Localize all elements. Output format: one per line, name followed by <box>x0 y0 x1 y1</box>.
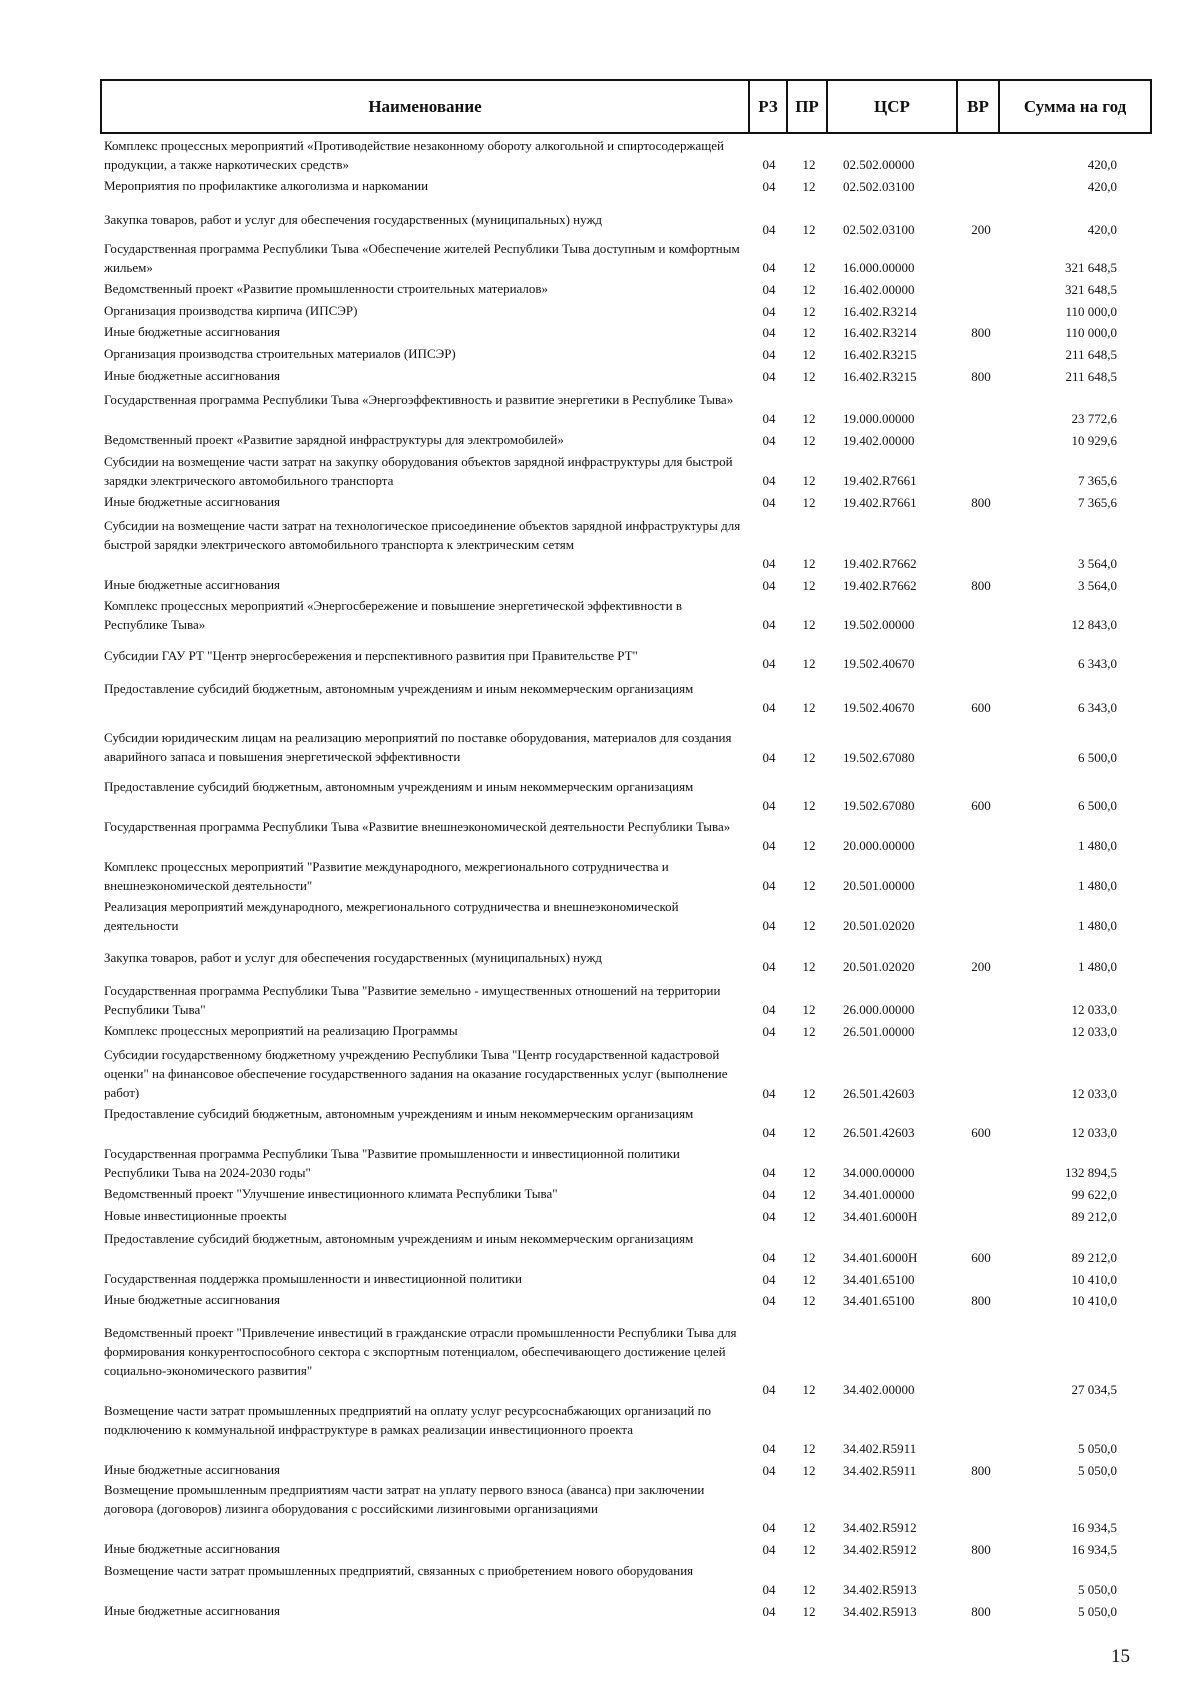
row-pr: 12 <box>802 1462 816 1478</box>
row-pr: 12 <box>802 1249 816 1265</box>
row-name: Закупка товаров, работ и услуг для обеспечения государственных (муниципальных) нужд <box>104 212 603 227</box>
row-rz: 04 <box>762 1541 776 1557</box>
row-name: Ведомственный проект «Развитие зарядной инфраструктуры для электромобилей» <box>104 432 564 447</box>
row-rz: 04 <box>762 346 776 362</box>
row-name: Субсидии государственному бюджетному учреждению Республики Тыва "Центр государственной кадастровой оценки" на финансовое обеспечение государственного задания на оказание государственных услуг (выполнение работ) <box>104 1047 728 1101</box>
row-sum: 12 033,0 <box>1071 1001 1117 1017</box>
row-csr: 16.402.R3215 <box>843 368 917 384</box>
row-sum: 132 894,5 <box>1065 1164 1117 1180</box>
row-name: Организация производства строительных материалов (ИПСЭР) <box>104 346 456 361</box>
row-vr: 600 <box>971 797 991 813</box>
row-rz: 04 <box>762 749 776 765</box>
row-rz: 04 <box>762 324 776 340</box>
row-csr: 34.402.R5913 <box>843 1603 917 1619</box>
header-pr: ПР <box>788 81 828 132</box>
row-name: Возмещение промышленным предприятиям части затрат на уплату первого взноса (аванса) при заключении договора (договоров) лизинга оборудования с российскими лизинговыми организациями <box>104 1482 705 1517</box>
row-sum: 1 480,0 <box>1078 837 1117 853</box>
row-pr: 12 <box>802 1208 816 1224</box>
row-vr: 800 <box>971 577 991 593</box>
row-csr: 20.000.00000 <box>843 837 915 853</box>
row-sum: 99 622,0 <box>1071 1186 1117 1202</box>
row-csr: 16.402.R3214 <box>843 324 917 340</box>
row-csr: 20.501.02020 <box>843 917 915 933</box>
table-row <box>0 1206 1200 1226</box>
row-name: Субсидии ГАУ РТ "Центр энергосбережения и перспективного развития при Правительстве РТ" <box>104 648 638 663</box>
row-csr: 02.502.03100 <box>843 221 915 237</box>
row-sum: 10 410,0 <box>1071 1292 1117 1308</box>
row-csr: 19.402.R7662 <box>843 577 917 593</box>
table-row <box>0 344 1200 364</box>
row-name: Новые инвестиционные проекты <box>104 1208 287 1223</box>
row-rz: 04 <box>762 494 776 510</box>
table-row <box>0 817 1200 855</box>
row-vr: 200 <box>971 221 991 237</box>
row-vr: 600 <box>971 1124 991 1140</box>
table-row <box>0 1104 1200 1142</box>
table-row <box>0 1601 1200 1621</box>
row-name: Предоставление субсидий бюджетным, автономным учреждениям и иным некоммерческим организациям <box>104 681 694 696</box>
row-sum: 7 365,6 <box>1078 472 1117 488</box>
row-csr: 34.401.00000 <box>843 1186 915 1202</box>
row-sum: 420,0 <box>1087 156 1117 172</box>
row-pr: 12 <box>802 577 816 593</box>
row-pr: 12 <box>802 1023 816 1039</box>
table-row <box>0 1460 1200 1480</box>
row-name: Иные бюджетные ассигнования <box>104 368 281 383</box>
row-rz: 04 <box>762 1085 776 1101</box>
row-pr: 12 <box>802 1541 816 1557</box>
table-row <box>0 1144 1200 1182</box>
row-csr: 26.000.00000 <box>843 1001 915 1017</box>
page-number: 15 <box>1111 1646 1130 1667</box>
row-csr: 26.501.00000 <box>843 1023 915 1039</box>
row-csr: 16.000.00000 <box>843 259 915 275</box>
row-pr: 12 <box>802 221 816 237</box>
row-name: Иные бюджетные ассигнования <box>104 1292 281 1307</box>
row-pr: 12 <box>802 1271 816 1287</box>
row-rz: 04 <box>762 1292 776 1308</box>
table-row <box>0 596 1200 634</box>
row-csr: 19.000.00000 <box>843 410 915 426</box>
row-name: Комплекс процессных мероприятий на реализацию Программы <box>104 1023 458 1038</box>
row-rz: 04 <box>762 1249 776 1265</box>
row-csr: 34.402.R5912 <box>843 1519 917 1535</box>
row-sum: 12 843,0 <box>1071 616 1117 632</box>
row-rz: 04 <box>762 178 776 194</box>
table-row <box>0 390 1200 428</box>
row-pr: 12 <box>802 178 816 194</box>
table-row <box>0 136 1200 174</box>
row-vr: 800 <box>971 1603 991 1619</box>
row-rz: 04 <box>762 1440 776 1456</box>
row-name: Возмещение части затрат промышленных предприятий на оплату услуг ресурсоснабжающих организаций по подключению к коммунальной инфраструктуре в рамках реализации инвестиционного проекта <box>104 1403 712 1438</box>
row-sum: 1 480,0 <box>1078 877 1117 893</box>
row-sum: 27 034,5 <box>1071 1381 1117 1397</box>
row-pr: 12 <box>802 555 816 571</box>
table-row <box>0 646 1200 673</box>
row-pr: 12 <box>802 1381 816 1397</box>
row-pr: 12 <box>802 346 816 362</box>
row-csr: 34.401.65100 <box>843 1271 915 1287</box>
row-csr: 19.502.40670 <box>843 699 915 715</box>
row-rz: 04 <box>762 1124 776 1140</box>
row-sum: 6 500,0 <box>1078 797 1117 813</box>
row-vr: 800 <box>971 324 991 340</box>
row-vr: 800 <box>971 494 991 510</box>
row-name: Государственная поддержка промышленности и инвестиционной политики <box>104 1271 522 1286</box>
row-name: Комплекс процессных мероприятий «Противодействие незаконному обороту алкогольной и спиртосодержащей продукции, а также наркотических средств» <box>104 138 724 173</box>
row-sum: 12 033,0 <box>1071 1085 1117 1101</box>
row-pr: 12 <box>802 699 816 715</box>
row-sum: 1 480,0 <box>1078 958 1117 974</box>
row-csr: 19.502.00000 <box>843 616 915 632</box>
row-csr: 26.501.42603 <box>843 1124 915 1140</box>
row-vr: 600 <box>971 699 991 715</box>
table-row <box>0 1269 1200 1289</box>
row-rz: 04 <box>762 281 776 297</box>
row-csr: 19.502.67080 <box>843 797 915 813</box>
row-name: Субсидии на возмещение части затрат на технологическое присоединение объектов зарядной инфраструктуры для быстрой зарядки электрического автомобильного транспорта к электрическим сетям <box>104 518 741 553</box>
row-sum: 12 033,0 <box>1071 1124 1117 1140</box>
table-row <box>0 516 1200 573</box>
row-pr: 12 <box>802 324 816 340</box>
row-csr: 20.501.00000 <box>843 877 915 893</box>
row-name: Субсидии юридическим лицам на реализацию мероприятий по поставке оборудования, материалов для создания аварийного запаса и повышения энергетической эффективности <box>104 730 732 765</box>
row-sum: 16 934,5 <box>1071 1519 1117 1535</box>
row-rz: 04 <box>762 472 776 488</box>
row-pr: 12 <box>802 368 816 384</box>
row-name: Предоставление субсидий бюджетным, автономным учреждениям и иным некоммерческим организациям <box>104 779 694 794</box>
row-name: Возмещение части затрат промышленных предприятий, связанных с приобретением нового оборудования <box>104 1563 694 1578</box>
row-name: Комплекс процессных мероприятий "Развитие международного, межрегионального сотрудничества и внешнеэкономической деятельности" <box>104 859 669 894</box>
row-name: Государственная программа Республики Тыва «Развитие внешнеэкономической деятельности Республики Тыва» <box>104 819 731 834</box>
row-sum: 321 648,5 <box>1065 259 1117 275</box>
row-name: Ведомственный проект «Развитие промышленности строительных материалов» <box>104 281 549 296</box>
row-sum: 420,0 <box>1087 178 1117 194</box>
row-vr: 800 <box>971 1462 991 1478</box>
table-row <box>0 1539 1200 1559</box>
header-csr: ЦСР <box>828 81 958 132</box>
table-row <box>0 366 1200 386</box>
row-pr: 12 <box>802 281 816 297</box>
table-row <box>0 210 1200 239</box>
row-sum: 110 000,0 <box>1065 324 1117 340</box>
header-rz: РЗ <box>750 81 788 132</box>
row-rz: 04 <box>762 1001 776 1017</box>
table-row <box>0 575 1200 595</box>
row-rz: 04 <box>762 1164 776 1180</box>
row-pr: 12 <box>802 1001 816 1017</box>
table-row <box>0 176 1200 196</box>
row-sum: 6 343,0 <box>1078 655 1117 671</box>
row-pr: 12 <box>802 494 816 510</box>
row-rz: 04 <box>762 797 776 813</box>
row-sum: 321 648,5 <box>1065 281 1117 297</box>
row-rz: 04 <box>762 368 776 384</box>
table-row <box>0 1229 1200 1267</box>
table-row <box>0 279 1200 299</box>
row-name: Предоставление субсидий бюджетным, автономным учреждениям и иным некоммерческим организациям <box>104 1106 694 1121</box>
header-sum: Сумма на год <box>1023 96 1127 116</box>
row-rz: 04 <box>762 837 776 853</box>
row-rz: 04 <box>762 259 776 275</box>
row-rz: 04 <box>762 1208 776 1224</box>
table-row <box>0 1480 1200 1537</box>
row-csr: 19.402.R7661 <box>843 472 917 488</box>
row-vr: 600 <box>971 1249 991 1265</box>
row-rz: 04 <box>762 410 776 426</box>
row-vr: 800 <box>971 368 991 384</box>
row-rz: 04 <box>762 221 776 237</box>
row-sum: 6 500,0 <box>1078 749 1117 765</box>
row-name: Ведомственный проект "Улучшение инвестиционного климата Республики Тыва" <box>104 1186 558 1201</box>
row-pr: 12 <box>802 1164 816 1180</box>
table-row <box>0 1401 1200 1458</box>
table-row <box>0 452 1200 490</box>
row-sum: 3 564,0 <box>1078 555 1117 571</box>
row-pr: 12 <box>802 837 816 853</box>
row-csr: 34.402.R5911 <box>843 1462 917 1478</box>
row-pr: 12 <box>802 1186 816 1202</box>
table-row <box>0 492 1200 512</box>
row-pr: 12 <box>802 616 816 632</box>
row-sum: 5 050,0 <box>1078 1603 1117 1619</box>
row-csr: 19.402.00000 <box>843 432 915 448</box>
row-vr: 800 <box>971 1292 991 1308</box>
row-name: Государственная программа Республики Тыва "Развитие промышленности и инвестиционной политики Республики Тыва на 2024-2030 годы" <box>104 1146 680 1181</box>
row-sum: 7 365,6 <box>1078 494 1117 510</box>
row-pr: 12 <box>802 259 816 275</box>
table-row <box>0 728 1200 767</box>
table-row <box>0 948 1200 976</box>
row-rz: 04 <box>762 555 776 571</box>
row-sum: 211 648,5 <box>1065 346 1117 362</box>
row-sum: 1 480,0 <box>1078 917 1117 933</box>
row-rz: 04 <box>762 1519 776 1535</box>
row-sum: 211 648,5 <box>1065 368 1117 384</box>
row-name: Реализация мероприятий международного, межрегионального сотрудничества и внешнеэкономической деятельности <box>104 899 679 934</box>
row-rz: 04 <box>762 1462 776 1478</box>
row-rz: 04 <box>762 1381 776 1397</box>
row-sum: 10 410,0 <box>1071 1271 1117 1287</box>
row-csr: 19.502.40670 <box>843 655 915 671</box>
row-rz: 04 <box>762 1023 776 1039</box>
row-csr: 19.402.R7661 <box>843 494 917 510</box>
row-name: Иные бюджетные ассигнования <box>104 1603 281 1618</box>
table-row <box>0 322 1200 342</box>
row-csr: 34.402.00000 <box>843 1381 915 1397</box>
table-row <box>0 301 1200 321</box>
row-name: Закупка товаров, работ и услуг для обеспечения государственных (муниципальных) нужд <box>104 950 603 965</box>
row-pr: 12 <box>802 156 816 172</box>
row-name: Ведомственный проект "Привлечение инвестиций в гражданские отрасли промышленности Республики Тыва для формирования конкурентоспособного сектора с экспортным потенциалом, обеспечивающего достижение целей социально-экономического развития" <box>104 1325 737 1379</box>
row-sum: 5 050,0 <box>1078 1462 1117 1478</box>
table-row <box>0 239 1200 277</box>
row-csr: 34.401.65100 <box>843 1292 915 1308</box>
row-csr: 34.402.R5911 <box>843 1440 917 1456</box>
row-pr: 12 <box>802 410 816 426</box>
row-rz: 04 <box>762 432 776 448</box>
row-pr: 12 <box>802 917 816 933</box>
row-pr: 12 <box>802 1519 816 1535</box>
table-row <box>0 430 1200 450</box>
row-sum: 89 212,0 <box>1071 1208 1117 1224</box>
row-csr: 02.502.00000 <box>843 156 915 172</box>
row-sum: 10 929,6 <box>1071 432 1117 448</box>
row-rz: 04 <box>762 1581 776 1597</box>
header-vr: ВР <box>958 81 1000 132</box>
row-sum: 420,0 <box>1087 221 1117 237</box>
row-csr: 20.501.02020 <box>843 958 915 974</box>
row-pr: 12 <box>802 303 816 319</box>
row-pr: 12 <box>802 1124 816 1140</box>
row-sum: 89 212,0 <box>1071 1249 1117 1265</box>
table-row <box>0 1021 1200 1041</box>
row-csr: 16.402.R3214 <box>843 303 917 319</box>
row-name: Субсидии на возмещение части затрат на закупку оборудования объектов зарядной инфраструктуры для быстрой зарядки электрического автомобильного транспорта <box>104 454 733 489</box>
row-csr: 02.502.03100 <box>843 178 915 194</box>
row-rz: 04 <box>762 655 776 671</box>
table-row <box>0 1323 1200 1399</box>
row-pr: 12 <box>802 472 816 488</box>
row-vr: 800 <box>971 1541 991 1557</box>
table-row <box>0 1561 1200 1599</box>
row-pr: 12 <box>802 1085 816 1101</box>
row-pr: 12 <box>802 1581 816 1597</box>
row-sum: 6 343,0 <box>1078 699 1117 715</box>
row-csr: 16.402.R3215 <box>843 346 917 362</box>
row-name: Иные бюджетные ассигнования <box>104 1541 281 1556</box>
row-sum: 110 000,0 <box>1065 303 1117 319</box>
row-rz: 04 <box>762 616 776 632</box>
row-csr: 19.502.67080 <box>843 749 915 765</box>
row-rz: 04 <box>762 1603 776 1619</box>
row-sum: 23 772,6 <box>1071 410 1117 426</box>
row-name: Иные бюджетные ассигнования <box>104 494 281 509</box>
table-row <box>0 1184 1200 1204</box>
row-pr: 12 <box>802 797 816 813</box>
row-pr: 12 <box>802 958 816 974</box>
table-row <box>0 777 1200 815</box>
row-rz: 04 <box>762 1271 776 1287</box>
row-rz: 04 <box>762 156 776 172</box>
row-csr: 34.402.R5913 <box>843 1581 917 1597</box>
row-csr: 34.401.6000Н <box>843 1208 918 1224</box>
row-rz: 04 <box>762 577 776 593</box>
row-csr: 26.501.42603 <box>843 1085 915 1101</box>
row-pr: 12 <box>802 432 816 448</box>
row-sum: 5 050,0 <box>1078 1440 1117 1456</box>
row-csr: 34.401.6000Н <box>843 1249 918 1265</box>
row-sum: 5 050,0 <box>1078 1581 1117 1597</box>
table-row <box>0 897 1200 935</box>
row-csr: 34.402.R5912 <box>843 1541 917 1557</box>
table-row <box>0 1045 1200 1103</box>
row-name: Мероприятия по профилактике алкоголизма и наркомании <box>104 178 429 193</box>
row-rz: 04 <box>762 699 776 715</box>
header-name: Наименование <box>102 81 750 132</box>
row-pr: 12 <box>802 655 816 671</box>
row-name: Государственная программа Республики Тыва "Развитие земельно - имущественных отношений на территории Республики Тыва" <box>104 983 721 1018</box>
row-sum: 3 564,0 <box>1078 577 1117 593</box>
row-vr: 200 <box>971 958 991 974</box>
row-name: Организация производства кирпича (ИПСЭР) <box>104 303 358 318</box>
row-rz: 04 <box>762 1186 776 1202</box>
row-sum: 12 033,0 <box>1071 1023 1117 1039</box>
row-pr: 12 <box>802 1603 816 1619</box>
row-name: Предоставление субсидий бюджетным, автономным учреждениям и иным некоммерческим организациям <box>104 1231 694 1246</box>
row-name: Государственная программа Республики Тыва «Энергоэффективность и развитие энергетики в Республике Тыва» <box>104 392 734 407</box>
row-csr: 19.402.R7662 <box>843 555 917 571</box>
row-name: Комплекс процессных мероприятий «Энергосбережение и повышение энергетической эффективности в Республике Тыва» <box>104 598 682 633</box>
row-pr: 12 <box>802 1292 816 1308</box>
row-pr: 12 <box>802 749 816 765</box>
row-rz: 04 <box>762 877 776 893</box>
row-pr: 12 <box>802 1440 816 1456</box>
row-sum: 16 934,5 <box>1071 1541 1117 1557</box>
table-row <box>0 679 1200 717</box>
row-name: Иные бюджетные ассигнования <box>104 324 281 339</box>
row-rz: 04 <box>762 917 776 933</box>
row-csr: 16.402.00000 <box>843 281 915 297</box>
row-pr: 12 <box>802 877 816 893</box>
table-row <box>0 981 1200 1019</box>
row-csr: 34.000.00000 <box>843 1164 915 1180</box>
row-name: Иные бюджетные ассигнования <box>104 577 281 592</box>
row-rz: 04 <box>762 958 776 974</box>
row-name: Государственная программа Республики Тыва «Обеспечение жителей Республики Тыва доступным и комфортным жильем» <box>104 241 740 276</box>
row-name: Иные бюджетные ассигнования <box>104 1462 281 1477</box>
table-row <box>0 857 1200 895</box>
row-rz: 04 <box>762 303 776 319</box>
table-row <box>0 1290 1200 1310</box>
